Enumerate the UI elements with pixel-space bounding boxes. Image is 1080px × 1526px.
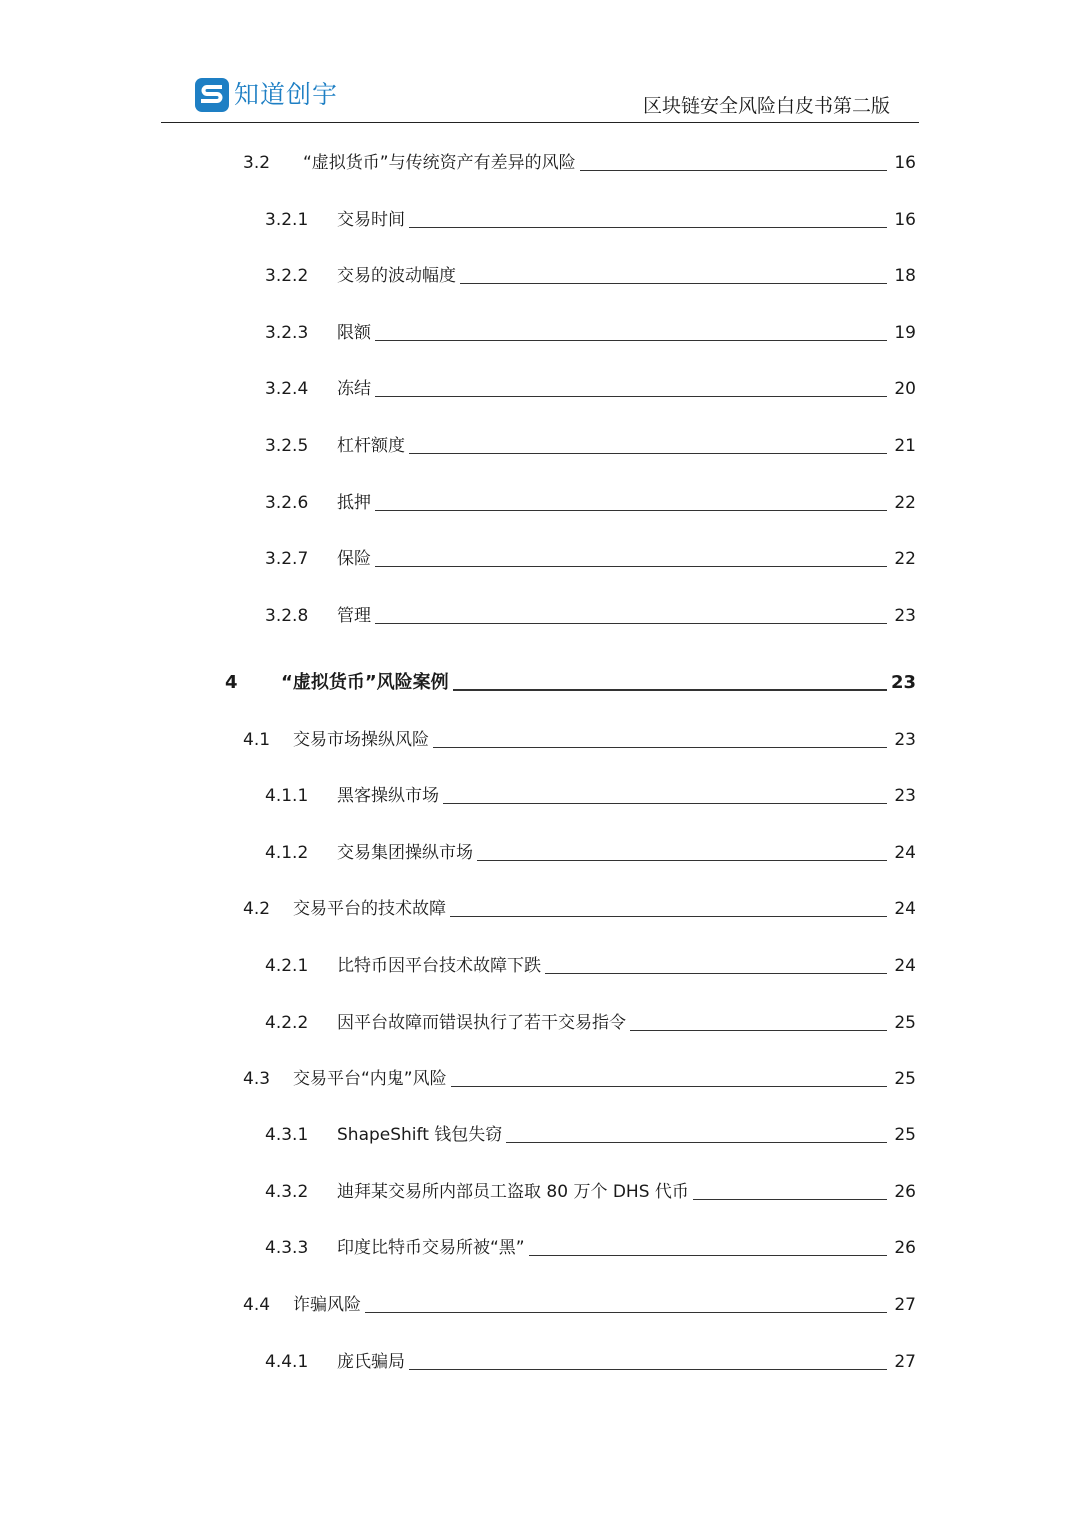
toc-entry[interactable] [243, 1286, 916, 1316]
toc-title: 交易时间 [337, 210, 405, 230]
toc-page-number: 20 [894, 379, 916, 399]
toc-entry[interactable] [243, 890, 916, 920]
toc-number: 4.4 [243, 1295, 271, 1315]
toc-number: 4 [225, 672, 238, 693]
toc-page-number: 22 [894, 493, 916, 513]
toc-leader [375, 623, 887, 624]
toc-title: “虚拟货币”风险案例 [281, 672, 449, 693]
toc-leader [453, 689, 887, 691]
toc-leader [506, 1142, 887, 1143]
toc-title: 交易市场操纵风险 [293, 730, 429, 750]
toc-page-number: 23 [890, 672, 916, 693]
toc-leader [630, 1030, 887, 1031]
toc-entry[interactable] [243, 721, 916, 751]
toc-page-number: 23 [894, 730, 916, 750]
toc-entry[interactable] [265, 201, 916, 231]
toc-entry[interactable] [265, 427, 916, 457]
toc-leader [409, 453, 887, 454]
toc-title: 诈骗风险 [293, 1295, 361, 1315]
toc-entry[interactable] [265, 484, 916, 514]
toc-leader [693, 1199, 887, 1200]
toc-title: 交易平台的技术故障 [293, 899, 446, 919]
toc-title: 黑客操纵市场 [337, 786, 439, 806]
toc-page-number: 27 [894, 1352, 916, 1372]
toc-number: 3.2.2 [265, 266, 309, 286]
toc-number: 4.2.2 [265, 1013, 309, 1033]
toc-entry[interactable] [265, 834, 916, 864]
toc-title: 交易平台“内鬼”风险 [293, 1069, 447, 1089]
toc-title: 庞氏骗局 [337, 1352, 405, 1372]
toc-leader [433, 747, 887, 748]
document-title: 区块链安全风险白皮书第二版 [642, 95, 890, 117]
logo-text: 知道创宇 [234, 80, 339, 109]
toc-number: 3.2.5 [265, 436, 309, 456]
toc-entry[interactable] [265, 777, 916, 807]
toc-title: 冻结 [337, 379, 371, 399]
toc-title: 抵押 [337, 493, 371, 513]
toc-leader [580, 170, 887, 171]
toc-page-number: 26 [894, 1182, 916, 1202]
toc-number: 4.2.1 [265, 956, 309, 976]
toc-page-number: 27 [894, 1295, 916, 1315]
toc-entry[interactable] [265, 1004, 916, 1034]
toc-number: 4.2 [243, 899, 271, 919]
toc-page-number: 24 [894, 899, 916, 919]
toc-leader [409, 227, 887, 228]
toc-page-number: 23 [894, 606, 916, 626]
toc-page-number: 26 [894, 1238, 916, 1258]
toc-page-number: 16 [894, 210, 916, 230]
toc-leader [365, 1312, 887, 1313]
toc-entry[interactable] [265, 1116, 916, 1146]
toc-number: 3.2.6 [265, 493, 309, 513]
toc-entry[interactable] [265, 1343, 916, 1373]
toc-page-number: 25 [894, 1125, 916, 1145]
toc-page-number: 24 [894, 956, 916, 976]
toc-title: 限额 [337, 323, 371, 343]
toc-leader [451, 1086, 887, 1087]
toc-leader [375, 396, 887, 397]
toc-page-number: 24 [894, 843, 916, 863]
toc-number: 4.3 [243, 1069, 271, 1089]
toc-entry[interactable] [265, 1229, 916, 1259]
toc-page-number: 25 [894, 1069, 916, 1089]
toc-number: 4.4.1 [265, 1352, 309, 1372]
toc-entry[interactable] [243, 1060, 916, 1090]
toc-title: 管理 [337, 606, 371, 626]
toc-title: “虚拟货币”与传统资产有差异的风险 [303, 153, 576, 173]
toc-page-number: 25 [894, 1013, 916, 1033]
toc-number: 3.2 [243, 153, 271, 173]
toc-page-number: 18 [894, 266, 916, 286]
toc-number: 4.3.2 [265, 1182, 309, 1202]
toc-title: 交易集团操纵市场 [337, 843, 473, 863]
toc-chapter-entry[interactable] [225, 664, 916, 694]
toc-entry[interactable] [243, 144, 916, 174]
toc-entry[interactable] [265, 540, 916, 570]
toc-entry[interactable] [265, 370, 916, 400]
toc-page-number: 19 [894, 323, 916, 343]
toc-number: 3.2.3 [265, 323, 309, 343]
toc-title: 印度比特币交易所被“黑” [337, 1238, 525, 1258]
toc-number: 4.1.2 [265, 843, 309, 863]
toc-number: 3.2.4 [265, 379, 309, 399]
toc-entry[interactable] [265, 947, 916, 977]
toc-title: 交易的波动幅度 [337, 266, 456, 286]
toc-leader [545, 973, 887, 974]
toc-number: 4.1 [243, 730, 271, 750]
toc-title: 因平台故障而错误执行了若干交易指令 [337, 1013, 626, 1033]
toc-leader [443, 803, 887, 804]
toc-leader [409, 1369, 887, 1370]
toc-entry[interactable] [265, 597, 916, 627]
toc-page-number: 23 [894, 786, 916, 806]
toc-number: 4.1.1 [265, 786, 309, 806]
toc-leader [375, 340, 887, 341]
toc-page-number: 21 [894, 436, 916, 456]
toc-number: 3.2.1 [265, 210, 309, 230]
toc-leader [529, 1255, 887, 1256]
toc-leader [375, 510, 887, 511]
toc-title: 比特币因平台技术故障下跌 [337, 956, 541, 976]
toc-leader [460, 283, 887, 284]
toc-title: ShapeShift 钱包失窃 [337, 1125, 503, 1145]
toc-page-number: 22 [894, 549, 916, 569]
toc-number: 3.2.7 [265, 549, 309, 569]
toc-entry[interactable] [265, 1173, 916, 1203]
toc-page-number: 16 [894, 153, 916, 173]
toc-number: 4.3.3 [265, 1238, 309, 1258]
toc-number: 3.2.8 [265, 606, 309, 626]
toc-title: 杠杆额度 [337, 436, 405, 456]
toc-leader [477, 860, 887, 861]
toc-title: 迪拜某交易所内部员工盗取 80 万个 DHS 代币 [337, 1182, 689, 1202]
toc-title: 保险 [337, 549, 371, 569]
toc-leader [450, 916, 887, 917]
toc-entry[interactable] [265, 257, 916, 287]
toc-number: 4.3.1 [265, 1125, 309, 1145]
toc-entry[interactable] [265, 314, 916, 344]
toc-leader [375, 566, 887, 567]
